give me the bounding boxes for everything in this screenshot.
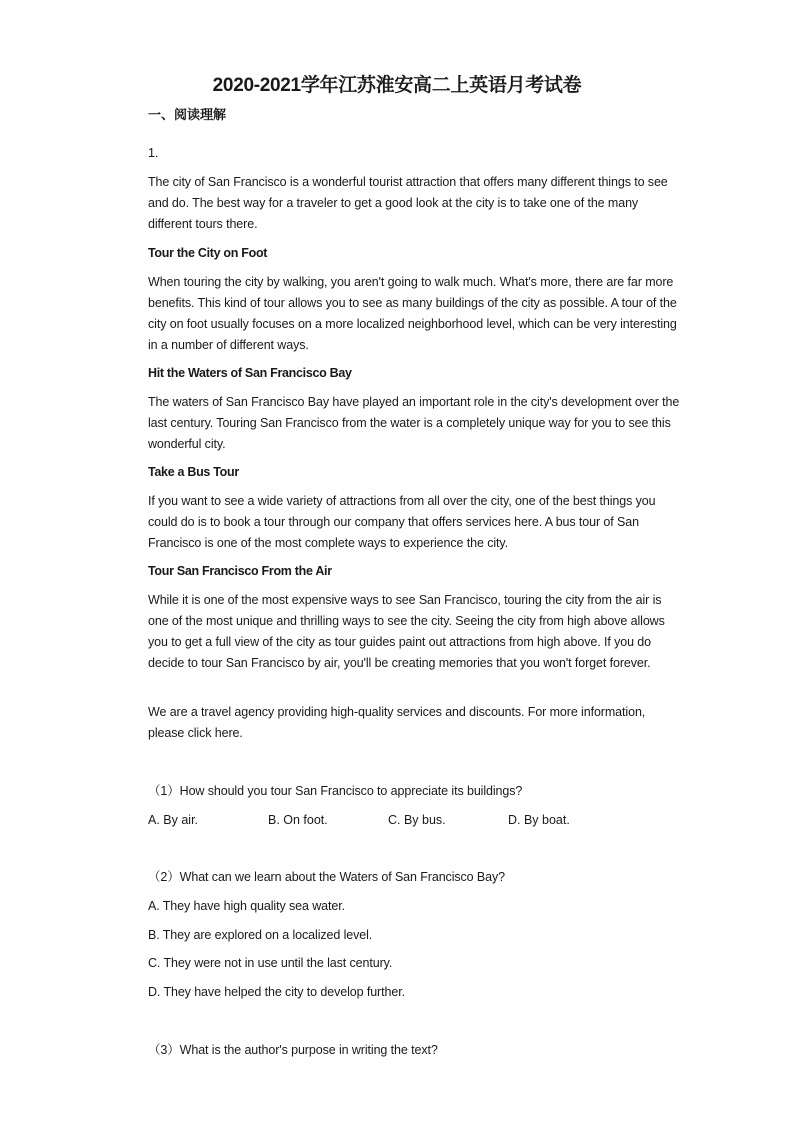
section-heading-air: Tour San Francisco From the Air: [148, 564, 332, 578]
passage-closing: We are a travel agency providing high-quality services and discounts. For more information, please click here.: [148, 705, 646, 740]
section-heading: 一、阅读理解: [148, 107, 227, 122]
question-2-prompt: （2）What can we learn about the Waters of San Francisco Bay?: [148, 870, 506, 884]
question-1-option-d[interactable]: D. By boat.: [508, 813, 570, 827]
section-heading-bus: Take a Bus Tour: [148, 465, 239, 479]
exam-title: 2020-2021学年江苏淮安高二上英语月考试卷: [212, 75, 582, 96]
section-text-foot: When touring the city by walking, you aren't going to walk much. What's more, there are far more benefits. This kind of tour allows you to see as many buildings of the city as possible. A tour of the city on foot usually focuses on a more localized neighborhood level, which can be very interesting in a number of different ways.: [148, 275, 677, 352]
section-heading-bay: Hit the Waters of San Francisco Bay: [148, 366, 352, 380]
question-1-option-a[interactable]: A. By air.: [148, 813, 199, 827]
section-heading-foot: Tour the City on Foot: [148, 246, 268, 260]
question-2-option-d[interactable]: D. They have helped the city to develop further.: [148, 985, 405, 999]
question-1-option-c[interactable]: C. By bus.: [388, 813, 446, 827]
question-1-option-b[interactable]: B. On foot.: [268, 813, 328, 827]
question-1-prompt: （1）How should you tour San Francisco to appreciate its buildings?: [148, 784, 523, 798]
question-3-prompt: （3）What is the author's purpose in writing the text?: [148, 1043, 438, 1057]
question-2-option-b[interactable]: B. They are explored on a localized level.: [148, 928, 373, 942]
section-text-bus: If you want to see a wide variety of attractions from all over the city, one of the best things you could do is to book a tour through our company that offers services here. A bus tour of San Francisco is one of the most complete ways to experience the city.: [148, 494, 656, 550]
question-2-option-c[interactable]: C. They were not in use until the last century.: [148, 956, 393, 970]
question-1-options: [148, 810, 680, 831]
passage-intro: The city of San Francisco is a wonderful tourist attraction that offers many different things to see and do. The best way for a traveler to get a good look at the city is to take one of the many different tours there.: [148, 175, 668, 231]
question-2-option-a[interactable]: A. They have high quality sea water.: [148, 899, 345, 913]
section-text-bay: The waters of San Francisco Bay have played an important role in the city's development over the last century. Touring San Francisco from the water is a completely unique way for you to see this wonderful city.: [148, 395, 680, 451]
section-text-air: While it is one of the most expensive ways to see San Francisco, touring the city from the air is one of the most unique and thrilling ways to see the city. Seeing the city from high above allows you to get a full view of the city as tour guides paint out attractions from high above. If you do decide to tour San Francisco by air, you'll be creating memories that you won't forget forever.: [148, 593, 665, 670]
question-number: 1.: [148, 146, 159, 160]
